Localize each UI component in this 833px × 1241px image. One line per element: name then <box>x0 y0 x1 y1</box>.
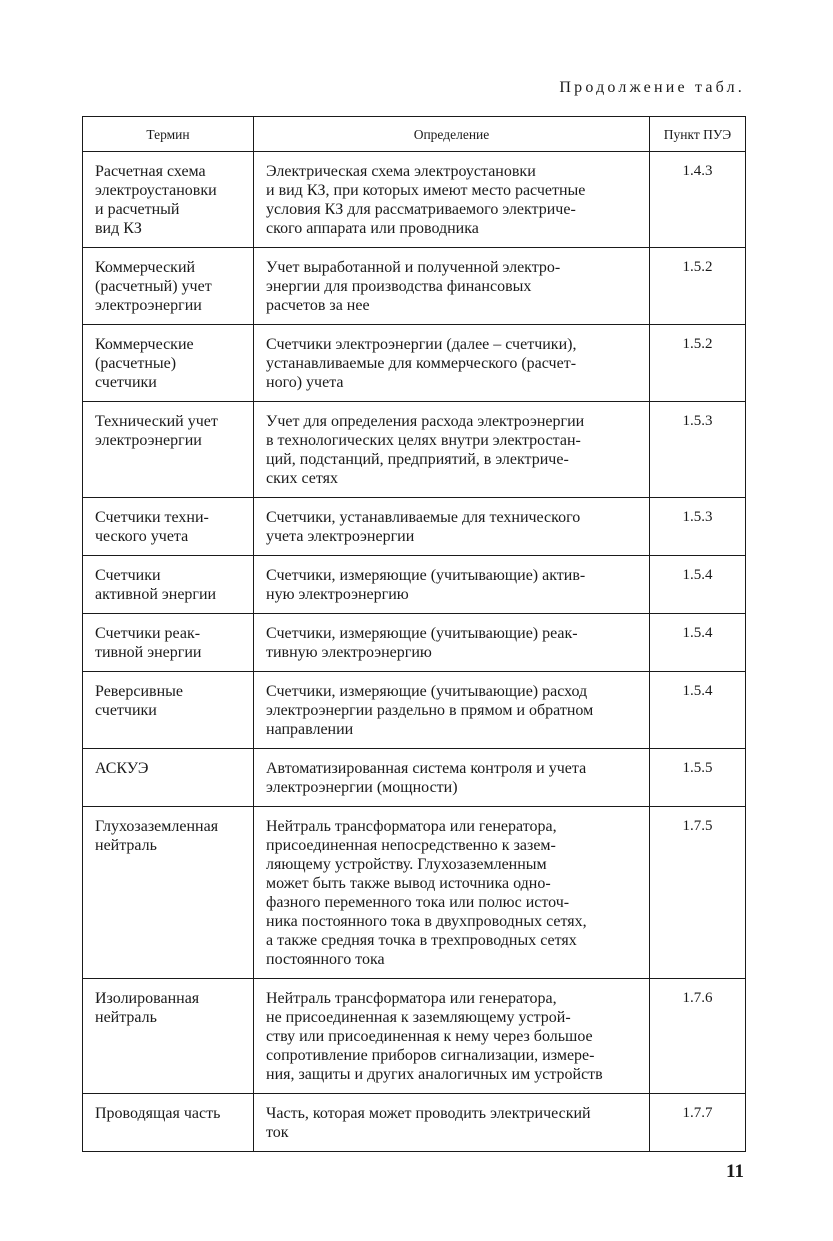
table-continuation-caption: Продолжение табл. <box>559 79 745 96</box>
pue-cell: 1.5.4 <box>650 614 746 672</box>
definition-cell: Нейтраль трансформатора или генератора, присоединенная непосредственно к зазем- ляющему устройству. Глухозаземленным может быть также вывод источника одно- фазного переменного тока или полюс источ- ника постоянного тока в двухпроводных сетях, а также средняя точка в трехпроводных сетях постоянного тока <box>254 807 650 979</box>
definition-cell: Счетчики электроэнергии (далее – счетчики), устанавливаемые для коммерческого (расчет- ного) учета <box>254 325 650 402</box>
pue-cell: 1.5.3 <box>650 402 746 498</box>
term-cell: Коммерческие (расчетные) счетчики <box>83 325 254 402</box>
pue-cell: 1.5.4 <box>650 672 746 749</box>
term-cell: Изолированная нейтраль <box>83 979 254 1094</box>
page-number: 11 <box>726 1161 744 1182</box>
table-row <box>83 614 746 672</box>
definition-cell: Учет для определения расхода электроэнергии в технологических целях внутри электростан- ций, подстанций, предприятий, в электриче- ских сетях <box>254 402 650 498</box>
definition-cell: Счетчики, устанавливаемые для технического учета электроэнергии <box>254 498 650 556</box>
definition-cell: Нейтраль трансформатора или генератора, не присоединенная к заземляющему устрой- ству или присоединенная к нему через большое сопротивление приборов сигнализации, измере- ния, защиты и других аналогичных им устройств <box>254 979 650 1094</box>
term-cell: Коммерческий (расчетный) учет электроэнергии <box>83 248 254 325</box>
table-row <box>83 556 746 614</box>
pue-cell: 1.7.6 <box>650 979 746 1094</box>
definition-cell: Автоматизированная система контроля и учета электроэнергии (мощности) <box>254 749 650 807</box>
term-cell: Проводящая часть <box>83 1094 254 1152</box>
pue-cell: 1.5.5 <box>650 749 746 807</box>
header-term: Термин <box>83 117 254 152</box>
pue-cell: 1.5.3 <box>650 498 746 556</box>
table-header <box>83 117 746 152</box>
terms-table <box>82 116 746 1152</box>
header-definition: Определение <box>254 117 650 152</box>
table-row <box>83 1094 746 1152</box>
table-body <box>83 152 746 1152</box>
definition-cell: Электрическая схема электроустановки и вид КЗ, при которых имеют место расчетные условия КЗ для рассматриваемого электриче- ского аппарата или проводника <box>254 152 650 248</box>
pue-cell: 1.7.5 <box>650 807 746 979</box>
term-cell: Счетчики реак- тивной энергии <box>83 614 254 672</box>
table-row <box>83 325 746 402</box>
table-row <box>83 672 746 749</box>
table-row <box>83 749 746 807</box>
pue-cell: 1.7.7 <box>650 1094 746 1152</box>
pue-cell: 1.5.4 <box>650 556 746 614</box>
definition-cell: Счетчики, измеряющие (учитывающие) реак- тивную электроэнергию <box>254 614 650 672</box>
definition-cell: Счетчики, измеряющие (учитывающие) актив- ную электроэнергию <box>254 556 650 614</box>
definition-cell: Часть, которая может проводить электрический ток <box>254 1094 650 1152</box>
term-cell: Расчетная схема электроустановки и расчетный вид КЗ <box>83 152 254 248</box>
definition-cell: Счетчики, измеряющие (учитывающие) расход электроэнергии раздельно в прямом и обратном направлении <box>254 672 650 749</box>
table-row <box>83 402 746 498</box>
term-cell: Технический учет электроэнергии <box>83 402 254 498</box>
table-row <box>83 498 746 556</box>
pue-cell: 1.5.2 <box>650 248 746 325</box>
term-cell: Реверсивные счетчики <box>83 672 254 749</box>
term-cell: АСКУЭ <box>83 749 254 807</box>
pue-cell: 1.4.3 <box>650 152 746 248</box>
table-row <box>83 152 746 248</box>
header-row <box>83 117 746 152</box>
table-row <box>83 807 746 979</box>
term-cell: Глухозаземленная нейтраль <box>83 807 254 979</box>
header-pue: Пункт ПУЭ <box>650 117 746 152</box>
table-row <box>83 979 746 1094</box>
table-row <box>83 248 746 325</box>
term-cell: Счетчики техни- ческого учета <box>83 498 254 556</box>
term-cell: Счетчики активной энергии <box>83 556 254 614</box>
pue-cell: 1.5.2 <box>650 325 746 402</box>
definition-cell: Учет выработанной и полученной электро- энергии для производства финансовых расчетов за нее <box>254 248 650 325</box>
